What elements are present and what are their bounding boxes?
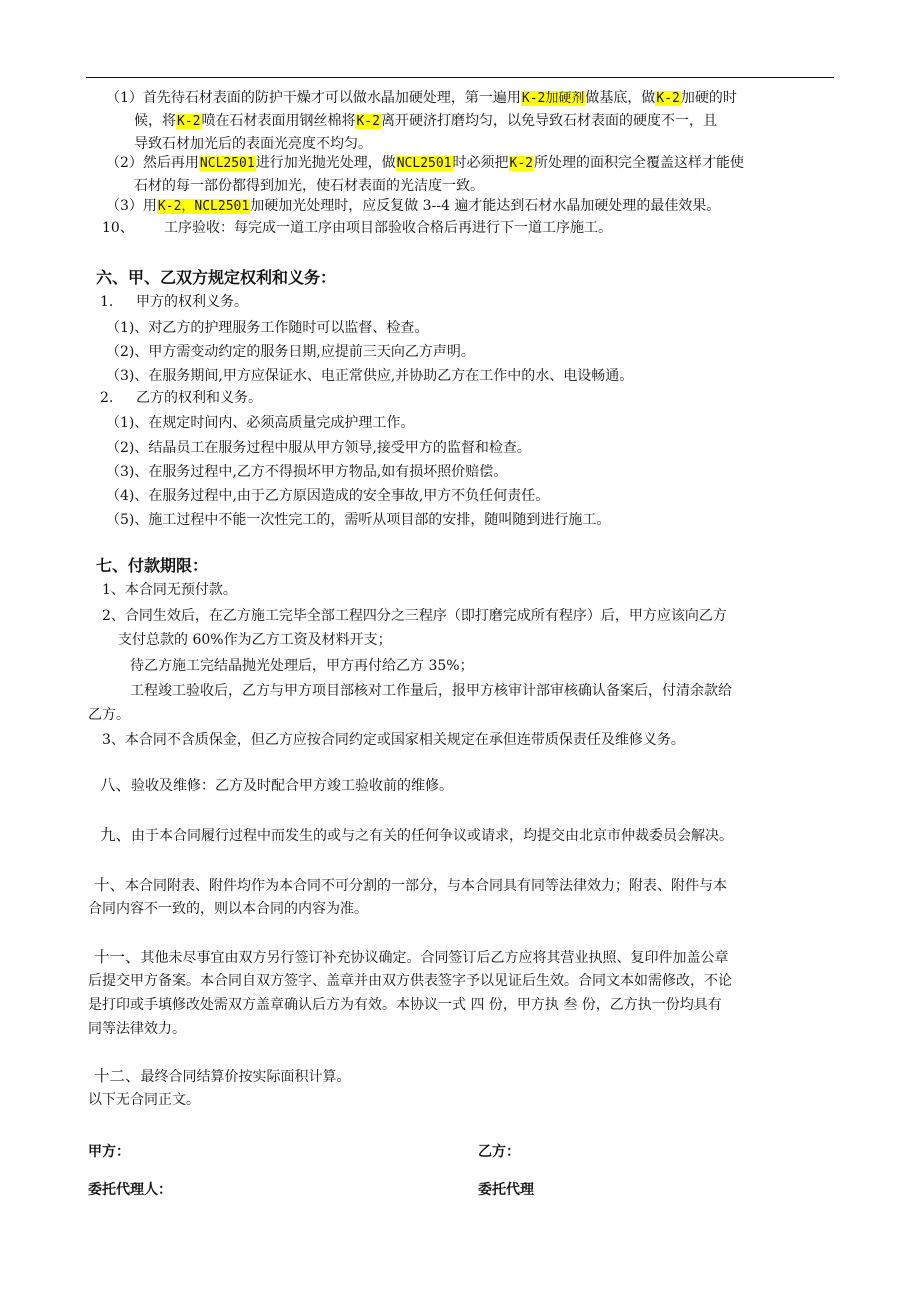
sec6-b-title: 乙方的权利和义务。 [136, 390, 262, 406]
section-6-heading: 六、甲、乙双方规定权利和义务： [96, 268, 337, 287]
section-8-heading: 八、 [100, 776, 132, 794]
section-11-heading: 十一、 [94, 948, 141, 966]
highlight-k2: K-2 [177, 114, 201, 129]
sec6-b-item: （3)、在服务过程中,乙方不得损坏甲方物品,如有损坏照价赔偿。 [106, 464, 508, 480]
section-10-line-2: 合同内容不一致的，则以本合同的内容为准。 [88, 901, 368, 917]
sec6-b-item: （1)、在规定时间内、必须高质量完成护理工作。 [106, 415, 415, 431]
step-2-line-1: （2）然后再用NCL2501进行加光抛光处理，做NCL2501时必须把K-2所处理的面积完全覆盖这样才能使 [106, 155, 744, 171]
section-11-line-2: 后提交甲方备案。本合同自双方签字、盖章并由双方供表签字予以见证后生效。合同文本如需修改，不论 [88, 973, 732, 989]
sec7-para-2-line-1: 2、合同生效后，在乙方施工完毕全部工程四分之三程序（即打磨完成所有程序）后，甲方应该向乙方 [102, 608, 727, 624]
party-a-label: 甲方： [88, 1144, 130, 1160]
sec7-para-2-line-2: 支付总款的 60%作为乙方工资及材料开支； [118, 632, 392, 648]
party-a-agent-label: 委托代理人： [88, 1182, 172, 1198]
sec6-a-item: （3)、在服务期间,甲方应保证水、电正常供应,并协助乙方在工作中的水、电设畅通。 [106, 368, 634, 384]
section-9: 九、由于本合同履行过程中而发生的或与之有关的任何争议或请求，均提交由北京市仲裁委员会解决。 [100, 826, 734, 844]
highlight-k2: K-2 [509, 156, 533, 171]
highlight-ncl2501: NCL2501 [396, 156, 452, 171]
sec6-a-item: （2)、甲方需变动约定的服务日期,应提前三天向乙方声明。 [106, 344, 475, 360]
step-1-line-1: （1）首先待石材表面的防护干燥才可以做水晶加硬处理，第一遍用K-2加硬剂做基底，做K-2加硬的时 [106, 90, 737, 106]
section-11-line-4: 同等法律效力。 [88, 1021, 186, 1037]
party-b-agent-label: 委托代理 [478, 1182, 534, 1198]
section-8: 八、验收及维修：乙方及时配合甲方竣工验收前的维修。 [100, 776, 454, 794]
step-1-line-2: 候，将K-2喷在石材表面用钢丝棉将K-2离开硬济打磨均匀，以免导致石材表面的硬度不一，且 [134, 113, 717, 129]
highlight-k2: K-2 [656, 91, 680, 106]
highlight-k2: K-2 [356, 114, 380, 129]
sec7-para-2-line-3: 待乙方施工完结晶抛光处理后，甲方再付给乙方 35%； [130, 658, 474, 674]
sec6-b-item: （5)、施工过程中不能一次性完工的，需听从项目部的安排，随叫随到进行施工。 [106, 512, 611, 528]
sec6-b-number: 2. [100, 390, 114, 406]
highlight-k2-ncl2501: K-2，NCL2501 [157, 199, 250, 214]
sec7-para-2-line-5: 乙方。 [88, 707, 130, 723]
sec7-para-3: 3、本合同不含质保金，但乙方应按合同约定或国家相关规定在承但连带质保责任及维修义务。 [102, 732, 685, 748]
highlight-ncl2501: NCL2501 [199, 156, 255, 171]
section-9-heading: 九、 [100, 826, 132, 844]
header-rule [86, 77, 834, 78]
section-11-line-3: 是打印或手填修改处需双方盖章确认后方为有效。本协议一式 四 份，甲方执 叁 份，乙方执一份均具有 [88, 997, 722, 1013]
sec7-para-1: 1、本合同无预付款。 [102, 582, 237, 598]
step-3-line-1: （3）用K-2，NCL2501加硬加光处理时，应反复做 3--4 遍才能达到石材水晶加硬处理的最佳效果。 [106, 198, 721, 214]
sec7-para-2-line-4: 工程竣工验收后，乙方与甲方项目部核对工作量后，报甲方核审计部审核确认备案后，付清余款给 [130, 683, 732, 699]
section-10-heading: 十、 [94, 876, 126, 894]
section-10-line-1: 十、本合同附表、附件均作为本合同不可分割的一部分，与本合同具有同等法律效力；附表、附件与本 [94, 876, 728, 894]
sec6-a-item: （1)、对乙方的护理服务工作随时可以监督、检查。 [106, 320, 429, 336]
end-of-contract-note: 以下无合同正文。 [88, 1092, 200, 1108]
sec6-b-item: （4)、在服务过程中,由于乙方原因造成的安全事故,甲方不负任何责任。 [106, 488, 550, 504]
section-12-heading: 十二、 [94, 1067, 141, 1085]
item-10-number: 10、 [102, 220, 134, 236]
item-10-text: 工序验收：每完成一道工序由项目部验收合格后再进行下一道工序施工。 [164, 220, 612, 236]
party-b-label: 乙方： [478, 1144, 520, 1160]
sec6-a-number: 1. [100, 294, 114, 310]
section-7-heading: 七、付款期限： [96, 556, 209, 575]
sec6-a-title: 甲方的权利义务。 [136, 294, 248, 310]
sec6-b-item: （2)、结晶员工在服务过程中服从甲方领导,接受甲方的监督和检查。 [106, 440, 531, 456]
section-11-line-1: 十一、其他未尽事宜由双方另行签订补充协议确定。合同签订后乙方应将其营业执照、复印件加盖公章 [94, 948, 729, 966]
highlight-k2-hardener: K-2加硬剂 [521, 91, 585, 106]
section-12: 十二、最终合同结算价按实际面积计算。 [94, 1067, 351, 1085]
step-1-line-3: 导致石材加光后的表面光亮度不均匀。 [134, 136, 372, 152]
step-2-line-2: 石材的每一部份都得到加光，使石材表面的光洁度一致。 [134, 178, 484, 194]
